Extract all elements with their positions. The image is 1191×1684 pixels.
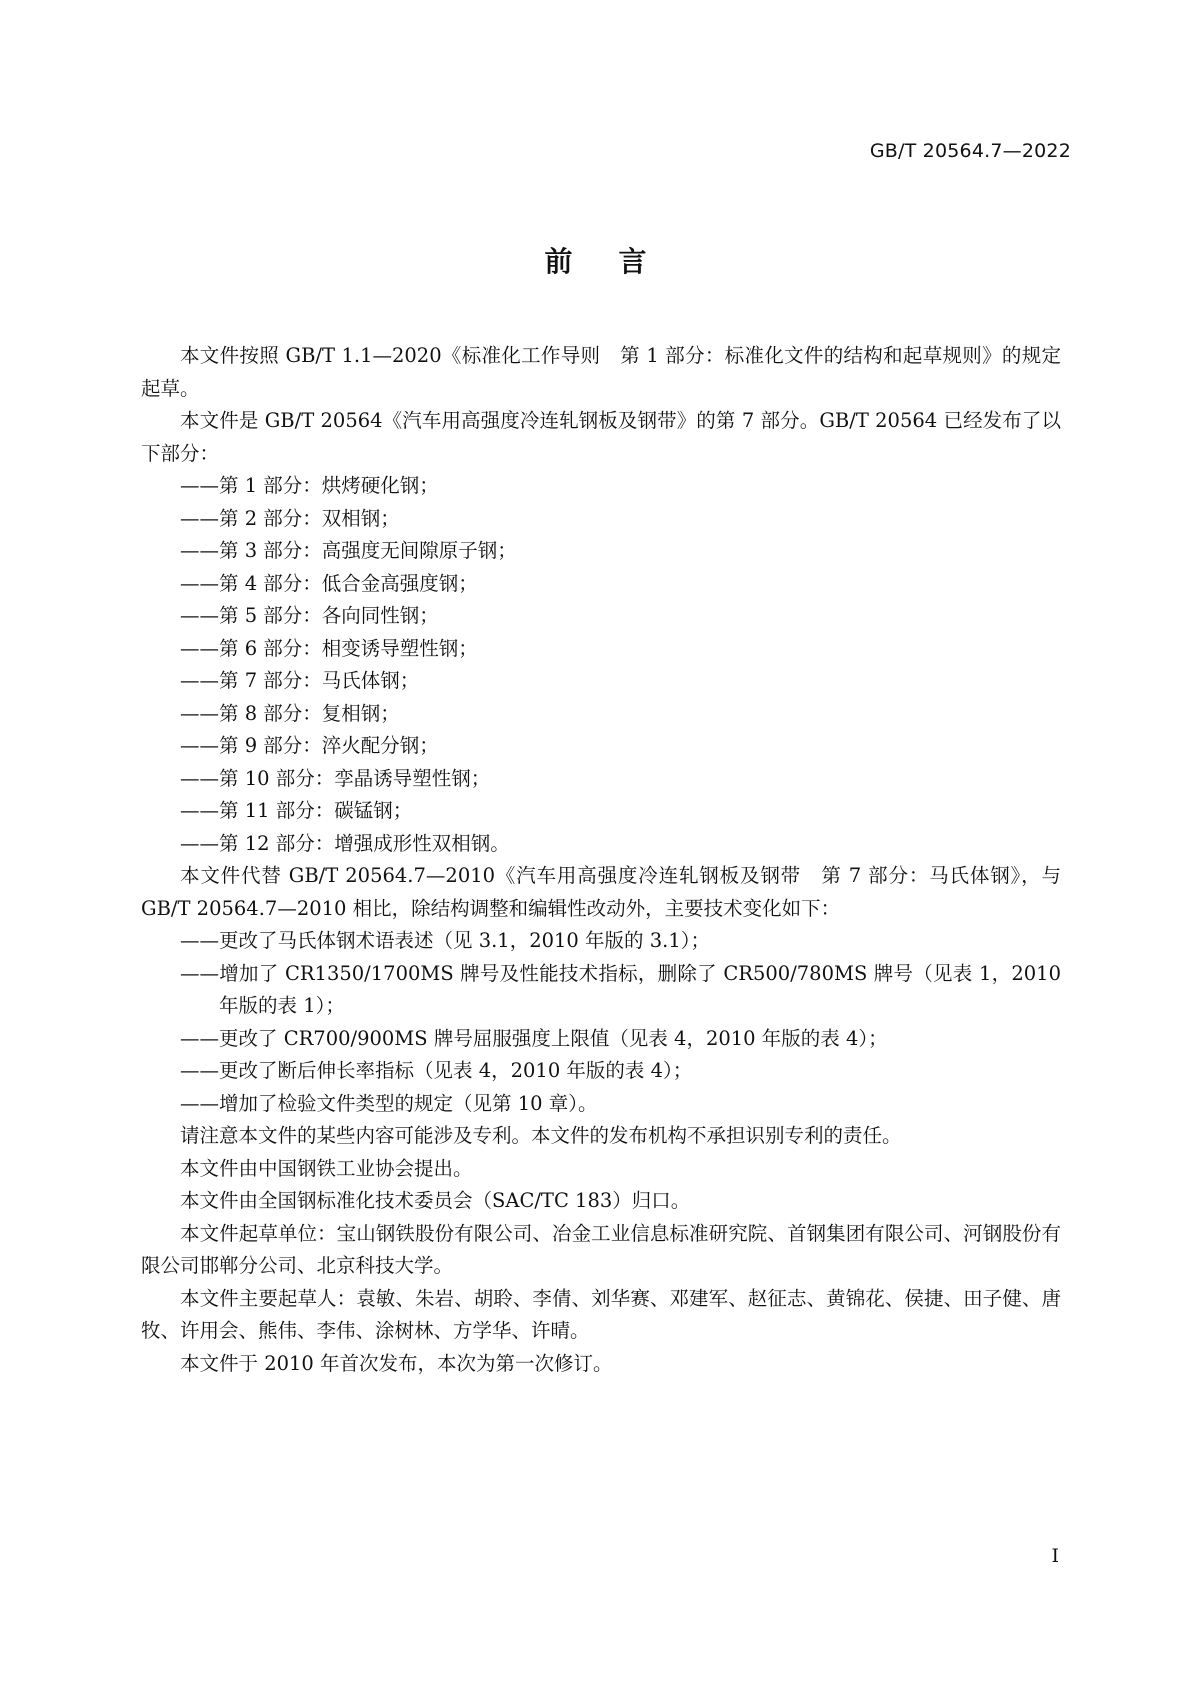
- list-item: ——第 12 部分：增强成形性双相钢。: [180, 831, 510, 855]
- paragraph-replacement: 本文件代替 GB/T 20564.7—2010《汽车用高强度冷连轧钢板及钢带 第 7 部分：马氏体钢》，与 GB/T 20564.7—2010 相比，除结构调整和编辑性改动外，主要技术变化如下：: [141, 864, 1061, 920]
- list-item: ——第 4 部分：低合金高强度钢；: [180, 571, 478, 595]
- list-item: ——第 6 部分：相变诱导塑性钢；: [180, 636, 478, 660]
- list-item: ——增加了检验文件类型的规定（见第 10 章）。: [180, 1091, 598, 1115]
- paragraph-series-intro: 本文件是 GB/T 20564《汽车用高强度冷连轧钢板及钢带》的第 7 部分。GB/T 20564 已经发布了以下部分：: [141, 409, 1061, 465]
- standard-code: GB/T 20564.7—2022: [869, 140, 1071, 162]
- list-item: ——第 8 部分：复相钢；: [180, 701, 400, 725]
- list-item: ——第 1 部分：烘烤硬化钢；: [180, 474, 439, 497]
- list-item: ——第 10 部分：孪晶诱导塑性钢；: [180, 766, 491, 790]
- list-item: ——增加了 CR1350/1700MS 牌号及性能技术指标，删除了 CR500/780MS 牌号（见表 1，2010 年版的表 1）；: [180, 961, 1061, 1017]
- list-item: ——第 3 部分：高强度无间隙原子钢；: [180, 539, 517, 562]
- list-item: ——更改了断后伸长率指标（见表 4，2010 年版的表 4）；: [180, 1059, 693, 1082]
- paragraph-patent-notice: 请注意本文件的某些内容可能涉及专利。本文件的发布机构不承担识别专利的责任。: [180, 1124, 902, 1147]
- paragraph-history: 本文件于 2010 年首次发布，本次为第一次修订。: [180, 1351, 613, 1375]
- paragraph-committee: 本文件由全国钢标准化技术委员会（SAC/TC 183）归口。: [180, 1189, 691, 1212]
- foreword-body: [141, 340, 1061, 1380]
- list-item: ——第 2 部分：双相钢；: [180, 506, 400, 530]
- list-item: ——第 11 部分：碳锰钢；: [180, 799, 413, 822]
- list-item: ——更改了 CR700/900MS 牌号屈服强度上限值（见表 4，2010 年版的表 4）；: [180, 1026, 888, 1050]
- parts-list: [141, 470, 1061, 860]
- paragraph-proposer: 本文件由中国钢铁工业协会提出。: [180, 1156, 473, 1180]
- page-title: 前言: [544, 245, 693, 278]
- paragraph-drafting-basis: 本文件按照 GB/T 1.1—2020《标准化工作导则 第 1 部分：标准化文件的结构和起草规则》的规定起草。: [141, 344, 1061, 400]
- changes-list: [141, 925, 1061, 1120]
- list-item: ——第 9 部分：淬火配分钢；: [180, 734, 439, 757]
- paragraph-drafters: 本文件主要起草人：袁敏、朱岩、胡聆、李倩、刘华赛、邓建军、赵征志、黄锦花、侯捷、田子健、唐牧、许用会、熊伟、李伟、涂树林、方学华、许晴。: [141, 1286, 1061, 1342]
- paragraph-drafting-units: 本文件起草单位：宝山钢铁股份有限公司、冶金工业信息标准研究院、首钢集团有限公司、河钢股份有限公司邯郸分公司、北京科技大学。: [141, 1221, 1061, 1277]
- list-item: ——第 5 部分：各向同性钢；: [180, 604, 439, 627]
- page-number: I: [1051, 1545, 1059, 1567]
- list-item: ——第 7 部分：马氏体钢；: [180, 669, 420, 692]
- list-item: ——更改了马氏体钢术语表述（见 3.1，2010 年版的 3.1）；: [180, 929, 710, 952]
